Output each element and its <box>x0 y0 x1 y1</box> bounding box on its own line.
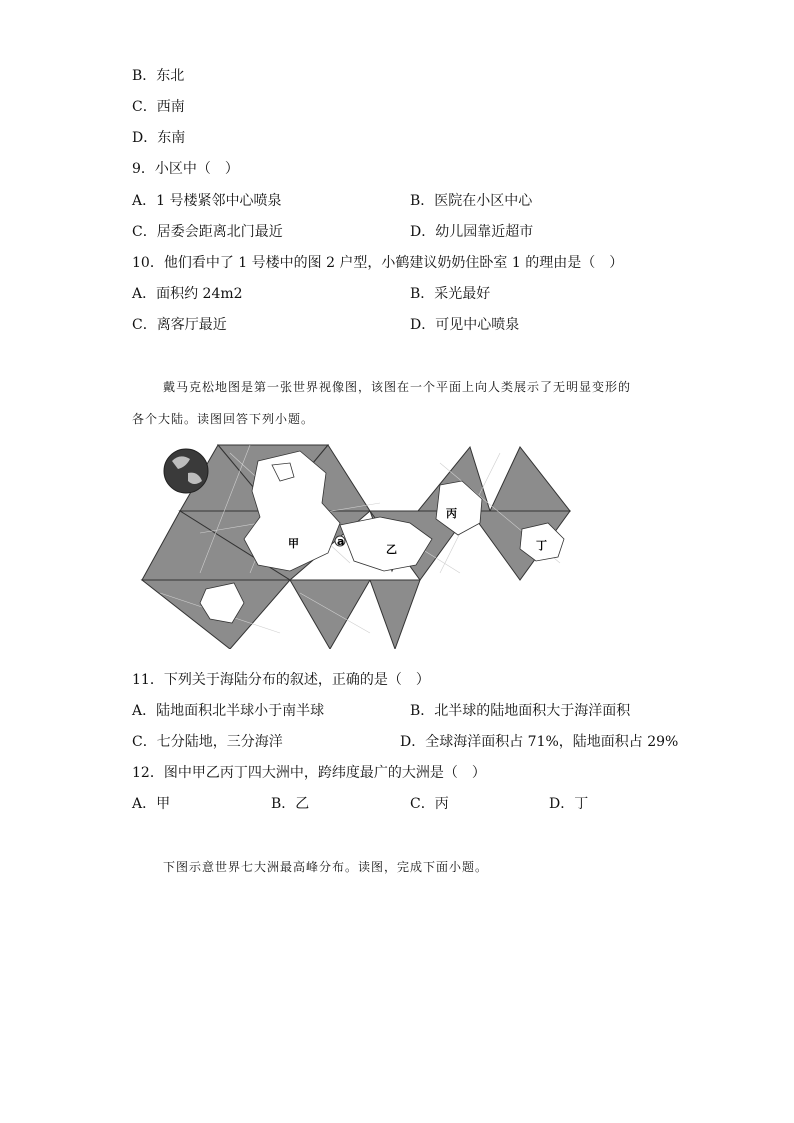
q10-stem: 10．他们看中了 1 号楼中的图 2 户型，小鹤建议奶奶住卧室 1 的理由是（ ） <box>132 255 624 271</box>
q8-option-b: B．东北 <box>132 68 185 84</box>
dymaxion-map-svg <box>140 443 572 649</box>
q11-option-c: C．七分陆地，三分海洋 <box>132 734 283 750</box>
q11-option-b: B．北半球的陆地面积大于海洋面积 <box>410 703 631 719</box>
q8-option-d: D．东南 <box>132 130 186 146</box>
q12-option-a: A．甲 <box>132 796 171 812</box>
label-yi: 乙 <box>386 543 397 556</box>
q10-option-b: B．采光最好 <box>410 286 491 302</box>
intro-dymaxion-line1: 戴马克松地图是第一张世界视像图，该图在一个平面上向人类展示了无明显变形的 <box>163 380 632 394</box>
q9-option-d: D．幼儿园靠近超市 <box>410 224 534 240</box>
q10-option-a: A．面积约 24m2 <box>132 286 243 302</box>
q11-option-a: A．陆地面积北半球小于南半球 <box>132 703 325 719</box>
intro-peaks: 下图示意世界七大洲最高峰分布。读图，完成下面小题。 <box>163 860 489 874</box>
label-a: a <box>337 535 345 548</box>
globe-icon <box>164 449 208 493</box>
q9-option-c: C．居委会距离北门最近 <box>132 224 283 240</box>
q8-option-c: C．西南 <box>132 99 185 115</box>
q11-stem: 11．下列关于海陆分布的叙述，正确的是（ ） <box>132 672 430 688</box>
q12-option-b: B．乙 <box>271 796 310 812</box>
q10-option-d: D．可见中心喷泉 <box>410 317 520 333</box>
q10-option-c: C．离客厅最近 <box>132 317 227 333</box>
q9-option-a: A．1 号楼紧邻中心喷泉 <box>132 193 282 209</box>
label-bing: 丙 <box>446 507 457 520</box>
q9-option-b: B．医院在小区中心 <box>410 193 533 209</box>
q12-option-d: D．丁 <box>549 796 589 812</box>
label-jia: 甲 <box>288 537 299 550</box>
q12-stem: 12．图中甲乙丙丁四大洲中，跨纬度最广的大洲是（ ） <box>132 765 486 781</box>
q9-stem: 9．小区中（ ） <box>132 161 239 177</box>
q11-option-d: D．全球海洋面积占 71%，陆地面积占 29% <box>400 734 679 750</box>
dymaxion-map <box>140 443 572 649</box>
intro-dymaxion-line2: 各个大陆。读图回答下列小题。 <box>132 412 315 426</box>
q12-option-c: C．丙 <box>410 796 449 812</box>
label-ding: 丁 <box>536 539 547 552</box>
